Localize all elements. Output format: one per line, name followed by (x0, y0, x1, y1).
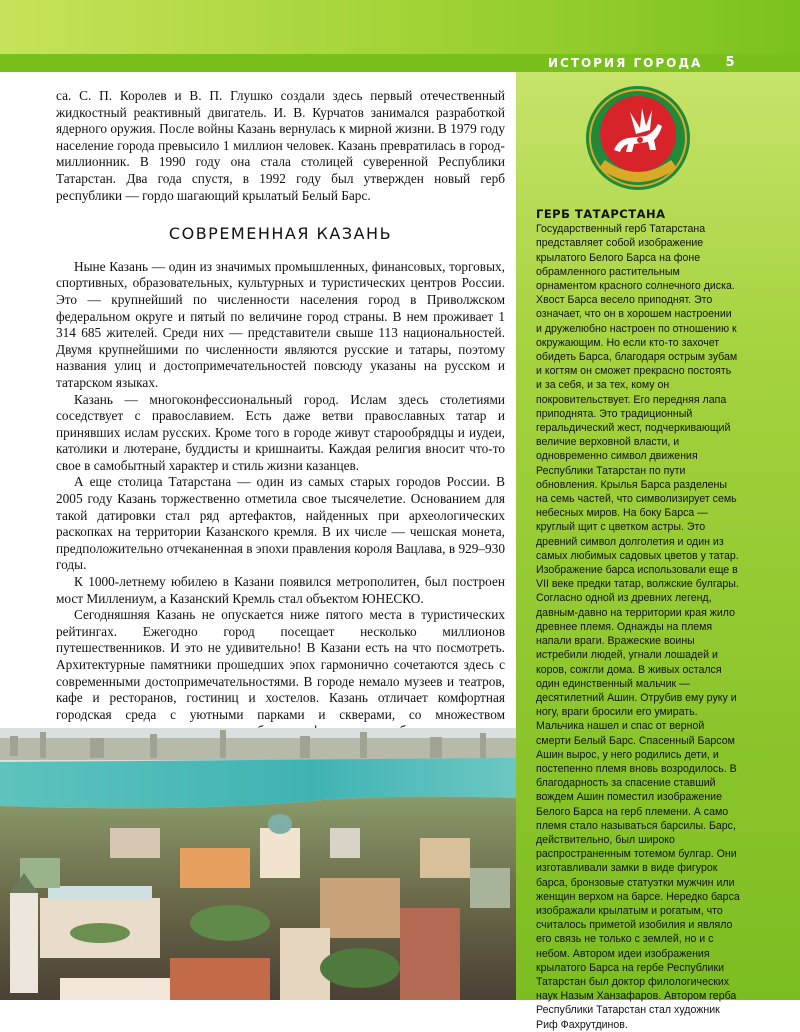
tatarstan-coat-of-arms (584, 84, 692, 192)
kazan-city-photo (0, 728, 516, 1000)
intro-paragraph: са. С. П. Королев и В. П. Глушко создали здесь первый отечественный жидкостный реактивный двигатель. И. В. Курчатов занимался разработкой ядерного оружия. После войны Казань вернулась к мирной жизни. В 1979 году население города превысило 1 миллион человек. Казань превратилась в город-миллионник. В 1990 году она стала столицей суверенной Республики Татарстан. Два года спустя, в 1992 году был утвержден новый герб республики — гордо шагающий крылатый Белый Барс. (56, 88, 505, 203)
sidebar-body: Государственный герб Татарстана представляет собой изображение крылатого Белого Барса на фоне обрамленного растительным орнаментом красного солнечного диска. Хвост Барса весело приподнят. Это означает, что он в хорошем настроении и дружелюбно настроен по отношению к окружающим. Но если кто-то захочет обидеть Барса, благодаря острым зубам и когтям он сможет прекрасно постоять и за себя, и за тех, кому он покровительствует. Его передняя лапа приподнята. Это традиционный геральдический жест, подчеркивающий величие верховной власти, и одновременно символ движения Республики Татарстан по пути обновления. Крылья Барса разделены на семь частей, что символизирует семь небесных миров. На боку Барса — круглый щит с цветком астры. Это древний символ долголетия и один из самых любимых садовых цветов у татар. Изображение барса использовали еще в VII веке предки татар, волжские булгары. Согласно одной из древних легенд, давным-давно на территории края жило древнее племя. Однажды на племя напали враги. Вражеские воины истребили людей, угнали лошадей и коров, сожгли дома. В живых остался один единственный мальчик — десятилетний Ашин. Отрубив ему руку и ногу, враги бросили его умирать. Мальчика нашел и спас от верной смерти Белый Барс. Спасенный Барсом Ашин вырос, у него родились дети, и постепенно племя вновь возродилось. В благодарность за спасение ставший вождем Ашин поместил изображение Белого Барса на герб племени. А само племя стало называться барсилы. Барс, действительно, был широко распространенным тотемом булгар. Они изготавливали замки в виде фигурок барса, бронзовые статуэтки мужчин или женщин верхом на барсе. Нередко барса изображали крылатым и рогатым, что считалось приметой изобилия и являло его связь не только с землей, но и с небом. Автором идеи изображения крылатого Барса на гербе Республики Татарстан был доктор филологических наук Назым Ханзафаров. Автором герба Республики Татарстан стал художник Риф Фахрутдинов. (536, 223, 740, 1031)
section-title: ИСТОРИЯ ГОРОДА (548, 56, 703, 70)
page-number: 5 (725, 55, 735, 70)
main-article (56, 88, 505, 773)
article-paragraph: К 1000-летнему юбилею в Казани появился метрополитен, был построен мост Миллениум, а Казанский Кремль стал объектом ЮНЕСКО. (56, 574, 505, 606)
section-heading: СОВРЕМЕННАЯ КАЗАНЬ (168, 224, 393, 244)
article-paragraph: Казань — многоконфессиональный город. Ислам здесь столетиями соседствует с православием. Есть даже ветви православных татар и принявших ислам русских. Кроме того в городе живут старообрядцы и иудеи, католики и лютеране, буддисты и кришнаиты. Каждая религия вносит что-то свое в самобытный характер и стиль жизни казанцев. (56, 391, 505, 473)
article-paragraph: Ныне Казань — один из значимых промышленных, финансовых, торговых, спортивных, образовательных, культурных и туристических центров России. Это — крупнейший по численности населения город в Приволжском федеральном округе и пятый по величине город страны. В нем проживает 1 314 685 жителей. Среди них — представители свыше 113 национальностей. Двумя крупнейшими по численности являются русские и татары, поэтому названия улиц и достопримечательностей повсюду указаны на русском и татарском языках. (56, 258, 505, 390)
article-paragraph: А еще столица Татарстана — один из самых старых городов России. В 2005 году Казань торжественно отметила свое тысячелетие. Основанием для такой датировки стал ряд артефактов, найденных при археологических раскопках на территории Казанского кремля. В их числе — чешская монета, предположительно отчеканенная в эпохи правления короля Вацлава, в 929–930 годы. (56, 474, 505, 573)
sidebar-article (536, 207, 740, 1032)
article-paragraph: Сегодняшняя Казань не опускается ниже пятого места в туристических рейтингах. Ежегодно город посещает несколько миллионов путешественников. И это не удивительно! В Казани есть на что посмотреть. Архитектурные памятники прошедших эпох гармонично сочетаются здесь с современными достопримечательностями. В городе немало музеев и театров, кафе и ресторанов, гостиниц и хостелов. Казань отличает комфортная городская среда с уютными парками и скверами, со множеством (56, 607, 505, 722)
sidebar-heading: ГЕРБ ТАТАРСТАНА (536, 207, 666, 221)
top-color-band (0, 0, 800, 54)
